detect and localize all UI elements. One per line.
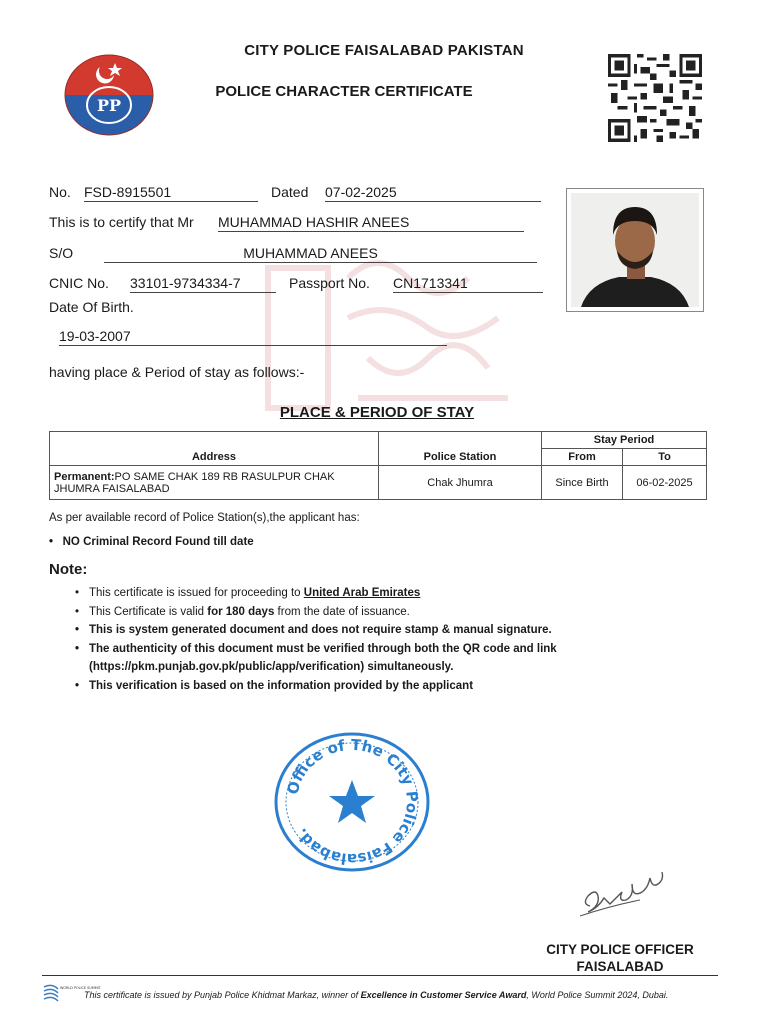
cnic-number: 33101-9734334-7 <box>130 275 276 293</box>
note-item <box>75 603 695 622</box>
world-police-summit-logo <box>42 983 101 1007</box>
address-header: Address <box>50 432 379 466</box>
note-item <box>75 584 695 603</box>
date-of-birth: 19-03-2007 <box>59 328 447 346</box>
officer-signature <box>560 858 690 928</box>
stamp-text: Office of The City Police Faisalabad. <box>283 735 422 869</box>
note-text: from the date of issuance. <box>274 605 410 618</box>
award-name: Excellence in Customer Service Award <box>360 990 527 1000</box>
note-item <box>75 640 695 659</box>
officer-city: FAISALABAD <box>576 959 664 974</box>
stay-heading: PLACE & PERIOD OF STAY <box>279 404 475 421</box>
note-heading: Note: <box>49 561 88 578</box>
address-value: PO SAME CHAK 189 RB RASULPUR CHAK JHUMRA FAISALABAD <box>54 470 335 495</box>
dated-label: Dated <box>271 184 309 200</box>
station-cell: Chak Jhumra <box>379 466 542 500</box>
destination-country: United Arab Emirates <box>303 587 421 599</box>
station-header: Police Station <box>379 432 542 466</box>
office-stamp <box>272 732 432 872</box>
note-item <box>75 621 695 640</box>
footer-text: This certificate is issued by Punjab Police Khidmat Markaz, winner of <box>84 990 361 1000</box>
address-cell <box>50 466 379 500</box>
passport-number: CN1713341 <box>393 275 543 293</box>
star-icon <box>329 780 375 823</box>
note-text: This verification is based on the information provided by the applicant <box>89 679 474 692</box>
son-of-label: S/O <box>49 245 74 261</box>
logo-monogram: PP <box>96 96 122 115</box>
footer-note <box>84 990 724 1000</box>
certificate-number: FSD-8915501 <box>84 184 258 202</box>
validity-period: for 180 days <box>207 605 275 618</box>
notes-list <box>75 584 695 695</box>
note-text: This is system generated document and does not require stamp & manual signature. <box>89 624 552 636</box>
applicant-photo <box>566 188 704 312</box>
father-name <box>104 245 537 263</box>
note-text: This Certificate is valid <box>89 605 208 618</box>
summit-logo-text: WORLD POLICE SUMMIT <box>60 986 101 990</box>
note-item <box>75 677 695 696</box>
address-type-label: Permanent: <box>54 470 115 483</box>
cnic-label: CNIC No. <box>49 275 109 291</box>
note-text: This certificate is issued for proceeding to <box>89 587 304 599</box>
note-text: The authenticity of this document must be verified through both the QR code and link <box>89 642 557 655</box>
photo-portrait-icon <box>571 193 699 307</box>
footer-text: , World Police Summit 2024, Dubai. <box>526 990 669 1000</box>
certify-label: This is to certify that Mr <box>49 214 194 230</box>
verification-qr-code[interactable] <box>608 54 702 142</box>
officer-title: CITY POLICE OFFICER <box>546 942 694 957</box>
verification-link[interactable] <box>75 658 695 677</box>
passport-label: Passport No. <box>289 275 370 291</box>
organization-title: CITY POLICE FAISALABAD PAKISTAN <box>244 42 524 59</box>
dob-label: Date Of Birth. <box>49 299 134 315</box>
to-cell: 06-02-2025 <box>623 466 707 500</box>
certificate-title: POLICE CHARACTER CERTIFICATE <box>215 83 473 100</box>
table-row <box>50 466 707 500</box>
record-intro: As per available record of Police Station(s),the applicant has: <box>49 512 360 524</box>
applicant-name: MUHAMMAD HASHIR ANEES <box>218 214 524 232</box>
record-result: • NO Criminal Record Found till date <box>49 536 254 548</box>
from-header: From <box>542 449 623 466</box>
stay-intro-text: having place & Period of stay as follows:- <box>49 364 305 380</box>
issue-date: 07-02-2025 <box>325 184 541 202</box>
record-result-text: NO Criminal Record Found till date <box>62 536 254 548</box>
stay-table <box>49 431 707 500</box>
to-header: To <box>623 449 707 466</box>
stay-period-header: Stay Period <box>542 432 707 449</box>
father-name-text: MUHAMMAD ANEES <box>243 245 378 261</box>
footer-divider <box>42 975 718 976</box>
number-label: No. <box>49 184 71 200</box>
from-cell: Since Birth <box>542 466 623 500</box>
verification-link-text[interactable]: (https://pkm.punjab.gov.pk/public/app/verification) simultaneously. <box>89 661 454 673</box>
